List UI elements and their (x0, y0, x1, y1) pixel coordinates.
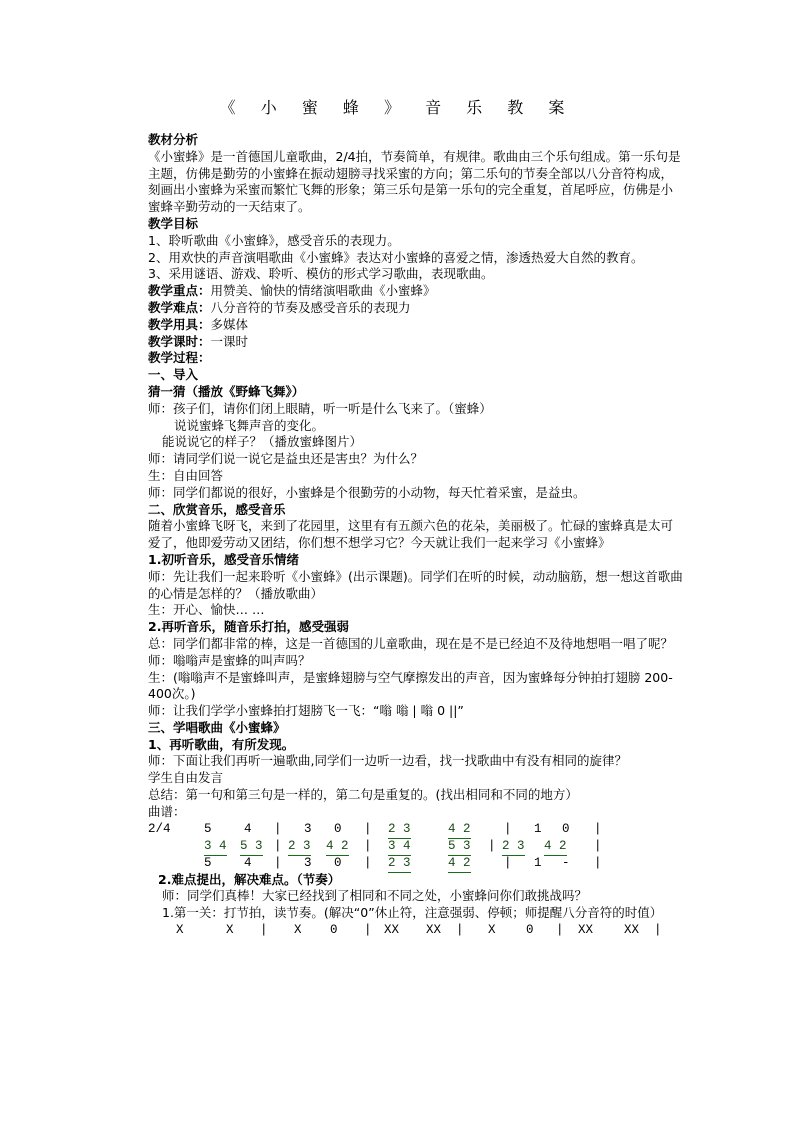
rhythm-note: X (488, 923, 496, 938)
section-1-line-5: 生：自由回答 (148, 467, 224, 483)
section-3-1-free: 学生自由发言 (148, 770, 224, 786)
music-score (118, 821, 684, 872)
score-note: 3 4 (204, 838, 227, 856)
score-note: 4 (244, 821, 252, 836)
section-1-heading: 一、导入 (148, 367, 199, 383)
score-note: 2 3 (288, 838, 311, 856)
score-bar: | (364, 838, 372, 853)
score-note: 0 (334, 821, 342, 836)
section-1-line-1: 师：孩子们，请你们闭上眼睛，听一听是什么飞来了。（蜜蜂） (148, 400, 492, 416)
section-3-1-heading: 1、再听歌曲，有所发现。 (148, 736, 295, 752)
score-note: 0 (562, 821, 570, 836)
section-2-1-answer: 生：开心、愉快… … (148, 602, 265, 618)
score-row-1 (148, 821, 684, 838)
section-3-2-heading: 2.难点提出，解决难点。（节奏） (158, 871, 341, 887)
section-2-2-text: 总：同学们都非常的棒，这是一首德国的儿童歌曲，现在是不是已经迫不及待地想唱一唱了呢？ (148, 635, 674, 651)
score-bar: | (504, 821, 512, 836)
rhythm-bar: | (456, 923, 464, 938)
rhythm-note: X (294, 923, 302, 938)
document-title: 《 小 蜜 蜂 》 音 乐 教 案 (219, 98, 575, 117)
score-note: 5 3 (448, 838, 471, 856)
section-2-2-heading: 2.再听音乐，随音乐打拍，感受强弱 (148, 619, 349, 635)
score-note: 5 (204, 821, 212, 836)
rhythm-note: 0 (330, 923, 338, 938)
score-note: 2 3 (502, 838, 525, 856)
score-bar: | (364, 821, 372, 836)
section-3-2-level-1: 1.第一关：打节拍，读节奏。(解决“0”休止符，注意强弱、停顿；师提醒八分音符的时值） (162, 905, 663, 921)
score-row-2 (148, 838, 684, 855)
score-note: 5 (204, 855, 212, 870)
section-2-heading: 二、欣赏音乐，感受音乐 (148, 501, 286, 517)
score-note: 3 4 (388, 838, 411, 856)
paragraph-material: 《小蜜蜂》是一首德国儿童歌曲，2/4拍，节奏简单，有规律。歌曲由三个乐句组成。第一乐句是主题，仿佛是勤劳的小蜜蜂在振动翅膀寻找采蜜的方向；第二乐句的节奏全部以八分音符构成，刻画出小蜜蜂为采蜜而繁忙飞舞的形象；第三乐句是第一乐句的完全重复，首尾呼应，仿佛是小蜜蜂辛勤劳动的一天结束了。 (148, 148, 681, 215)
score-meter: 2/4 (148, 821, 171, 836)
score-note: 4 2 (544, 838, 567, 856)
goal-3: 3、采用谜语、游戏、聆听、模仿的形式学习歌曲，表现歌曲。 (148, 266, 494, 282)
section-1-sub: 猜一猜（播放《野蜂飞舞》） (148, 383, 305, 399)
section-2-text: 随着小蜜蜂飞呀飞，来到了花园里，这里有有五颜六色的花朵，美丽极了。忙碌的蜜蜂真是太可爱了，他即爱劳动又团结，你们想不想学习它？今天就让我们一起来学习《小蜜蜂》 (148, 518, 674, 551)
key-point: 教学重点：用赞美、愉快的情绪演唱歌曲《小蜜蜂》 (148, 283, 436, 299)
document-body (118, 132, 684, 939)
score-note: 3 (304, 821, 312, 836)
score-note: 4 2 (448, 821, 471, 839)
section-2-2-answer: 生：(嗡嗡声不是蜜蜂叫声，是蜜蜂翅膀与空气摩擦发出的声音，因为蜜蜂每分钟拍打翅膀 200-400次。) (148, 669, 673, 702)
rhythm-bar: | (556, 923, 564, 938)
section-1-line-2: 说说蜜蜂飞舞声音的变化。 (174, 417, 325, 433)
score-note: 1 (534, 821, 542, 836)
score-bar: | (488, 838, 496, 853)
rhythm-bar: | (654, 923, 662, 938)
section-3-1-summary: 总结：第一句和第三句是一样的，第二句是重复的。(找出相同和不同的地方） (148, 787, 578, 803)
section-3-1-text: 师：下面让我们再听一遍歌曲,同学们一边听一边看，找一找歌曲中有没有相同的旋律？ (148, 753, 627, 769)
goal-2: 2、用欢快的声音演唱歌曲《小蜜蜂》表达对小蜜蜂的喜爱之情，渗透热爱大自然的教育。 (148, 249, 644, 265)
rhythm-bar: | (364, 923, 372, 938)
rhythm-bar: | (260, 923, 268, 938)
score-note: 5 3 (240, 838, 263, 856)
rhythm-note: X (176, 923, 184, 938)
score-bar: | (364, 855, 372, 870)
score-note: 2 3 (388, 855, 411, 873)
rhythm-note: XX (578, 923, 594, 938)
teaching-tools: 教学用具：多媒体 (148, 316, 249, 332)
score-bar: | (594, 855, 602, 870)
rhythm-note: XX (426, 923, 442, 938)
difficult-point: 教学难点：八分音符的节奏及感受音乐的表现力 (148, 299, 411, 315)
heading-goals: 教学目标 (148, 215, 199, 231)
score-bar: | (594, 821, 602, 836)
section-3-heading: 三、学唱歌曲《小蜜蜂》 (148, 719, 286, 735)
score-bar: | (504, 855, 512, 870)
score-note: 1 (534, 855, 542, 870)
score-bar: | (274, 838, 282, 853)
score-note: 4 2 (326, 838, 349, 856)
heading-material: 教材分析 (148, 132, 199, 147)
score-bar: | (274, 821, 282, 836)
rhythm-note: 0 (526, 923, 534, 938)
section-3-2-text: 师：同学们真棒！大家已经找到了相同和不同之处，小蜜蜂问你们敢挑战吗？ (162, 888, 588, 904)
section-2-2-chant: 师：让我们学学小蜜蜂拍打翅膀飞一飞：“嗡 嗡 | 嗡 0 ||” (148, 703, 464, 719)
score-note: 0 (334, 855, 342, 870)
rhythm-row (118, 922, 684, 939)
rhythm-note: X (226, 923, 234, 938)
section-1-line-3: 能说说它的样子？（播放蜜蜂图片） (162, 434, 363, 450)
score-bar: | (274, 855, 282, 870)
teaching-process: 教学过程： (148, 350, 211, 366)
section-2-2-question: 师：嗡嗡声是蜜蜂的叫声吗？ (148, 652, 311, 668)
score-note: - (562, 855, 570, 870)
score-label: 曲谱： (148, 803, 186, 819)
goal-1: 1、聆听歌曲《小蜜蜂》，感受音乐的表现力。 (148, 232, 400, 248)
rhythm-note: XX (384, 923, 400, 938)
score-note: 4 2 (448, 855, 471, 873)
score-note: 4 (244, 855, 252, 870)
section-2-1-heading: 1.初听音乐，感受音乐情绪 (148, 551, 299, 567)
score-bar: | (594, 838, 602, 853)
section-1-line-4: 师：请同学们说一说它是益虫还是害虫？为什么？ (148, 451, 424, 467)
teaching-time: 教学课时：一课时 (148, 333, 249, 349)
section-2-1-text: 师：先让我们一起来聆听《小蜜蜂》(出示课题)。同学们在听的时候，动动脑筋，想一想这首歌曲的心情是怎样的？（播放歌曲） (148, 568, 683, 601)
score-note: 2 3 (388, 821, 411, 839)
score-note: 3 (304, 855, 312, 870)
section-1-line-6: 师：同学们都说的很好，小蜜蜂是个很勤劳的小动物，每天忙着采蜜，是益虫。 (148, 484, 586, 500)
rhythm-note: XX (624, 923, 640, 938)
score-row-3 (148, 855, 684, 872)
